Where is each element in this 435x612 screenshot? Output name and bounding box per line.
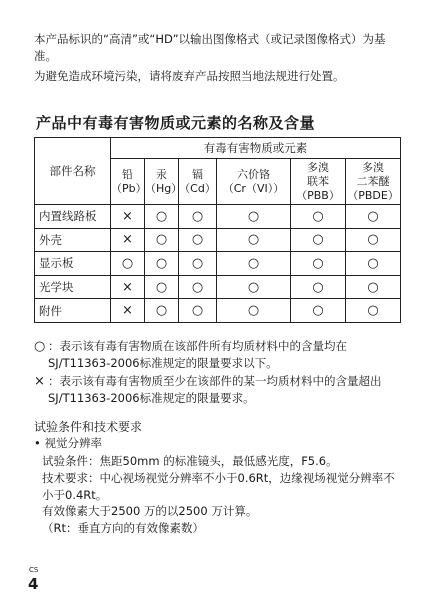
table-row (35, 275, 401, 299)
table-cell: ○ (179, 252, 217, 276)
substance-group-header: 有毒有害物质或元素 (111, 138, 401, 159)
table-cell: ○ (217, 252, 291, 276)
test-section-title: 试验条件和技术要求 (34, 420, 143, 434)
table-cell: ○ (145, 275, 179, 299)
substance-header-hg: 汞 （Hg） (145, 159, 179, 205)
table-cell: ○ (291, 228, 346, 252)
substance-header-pbde: 多溴 二苯醚 （PBDE） (346, 159, 401, 205)
legend-note-circle (34, 338, 404, 372)
row-part-name: 外壳 (35, 228, 111, 252)
part-name-header: 部件名称 (35, 138, 111, 205)
table-cell: ○ (217, 228, 291, 252)
legend-note-text: ：表示该有毒有害物质在该部件所有均质材料中的含量均在SJ/T11363-2006标准规定的限量要求以下。 (48, 339, 347, 370)
table-cell: ○ (179, 205, 217, 229)
row-part-name: 内置线路板 (35, 205, 111, 229)
table-cell: × (111, 275, 145, 299)
table-cell: × (111, 299, 145, 323)
substance-header-pb: 铅 （Pb） (111, 159, 145, 205)
test-condition-text: 试验条件：焦距50mm 的标准镜头，最低感光度，F5.6。 (42, 454, 338, 468)
table-cell: ○ (145, 205, 179, 229)
table-row (35, 205, 401, 229)
substance-header-pbb: 多溴 联苯 （PBB） (291, 159, 346, 205)
legend-note-cross (34, 373, 404, 407)
section-heading: 产品中有毒有害物质或元素的名称及含量 (36, 114, 316, 132)
substance-header-cr6: 六价铬 （Cr（VI）） (217, 159, 291, 205)
table-cell: ○ (346, 252, 401, 276)
hazardous-substance-table (34, 137, 401, 323)
table-cell: ○ (145, 252, 179, 276)
table-cell: ○ (291, 299, 346, 323)
table-cell: ○ (346, 275, 401, 299)
row-part-name: 附件 (35, 299, 111, 323)
table-cell: ○ (346, 205, 401, 229)
row-part-name: 光学块 (35, 275, 111, 299)
table-cell: ○ (217, 205, 291, 229)
table-cell: × (111, 228, 145, 252)
resolution-bullet: • 视觉分辨率 (34, 436, 102, 450)
table-cell: ○ (291, 275, 346, 299)
table-row (35, 299, 401, 323)
effective-pixels-text: 有效像素大于2500 万的以2500 万计算。 (42, 504, 258, 518)
circle-mark: ○ (34, 339, 46, 354)
table-row (35, 252, 401, 276)
table-cell: ○ (291, 252, 346, 276)
table-cell: ○ (111, 252, 145, 276)
page-number: 4 (28, 575, 39, 593)
table-cell: ○ (145, 228, 179, 252)
technical-requirement-text: 技术要求：中心视场视觉分辨率不小于0.6Rt，边缘视场视觉分辨率不小于0.4Rt。 (42, 471, 395, 502)
table-cell: ○ (346, 228, 401, 252)
intro-paragraph-hd: 本产品标识的“高清”或“HD”以输出图像格式（或记录图像格式）为基准。 (34, 32, 386, 63)
cross-mark: × (34, 374, 45, 389)
table-cell: ○ (179, 299, 217, 323)
table-row (35, 228, 401, 252)
rt-definition-text: （Rt：垂直方向的有效像素数） (42, 521, 204, 535)
table-cell: ○ (179, 275, 217, 299)
table-cell: ○ (346, 299, 401, 323)
table-cell: ○ (217, 275, 291, 299)
table-cell: ○ (145, 299, 179, 323)
table-cell: ○ (217, 299, 291, 323)
table-cell: ○ (291, 205, 346, 229)
table-cell: × (111, 205, 145, 229)
table-cell: ○ (179, 228, 217, 252)
language-code: CS (29, 566, 39, 574)
legend-note-text: ：表示该有毒有害物质至少在该部件的某一均质材料中的含量超出SJ/T11363-2006标准规定的限量要求。 (48, 374, 382, 405)
row-part-name: 显示板 (35, 252, 111, 276)
intro-paragraph-disposal: 为避免造成环境污染，请将废弃产品按照当地法规进行处置。 (34, 69, 345, 83)
substance-header-cd: 镉 （Cd） (179, 159, 217, 205)
